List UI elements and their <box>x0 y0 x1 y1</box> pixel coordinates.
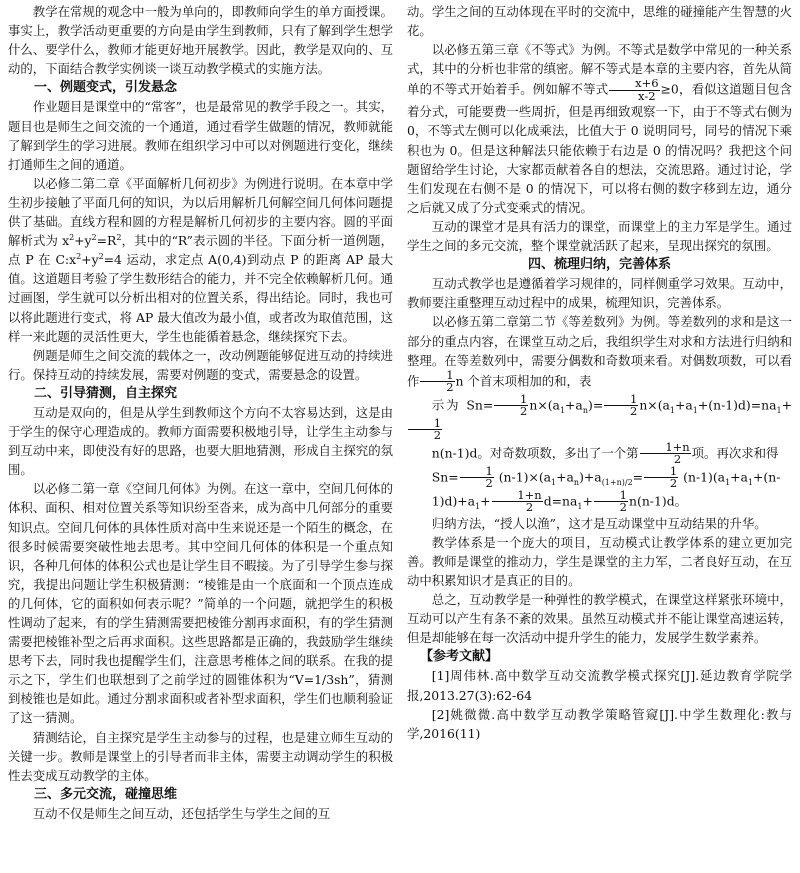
paragraph: 互动不仅是师生之间互动，还包括学生与学生之间的互 <box>32 805 331 821</box>
intro-paragraph: 教学在常规的观念中一般为单向的，即教师向学生的单方面授课。事实上，教学活动更重要的方向是由学生到教师，只有了解到学生想学什么、要学什么，教师才能更好地开展教学。因此，教学是双向的、互动的，下面结合教学实例谈一谈互动教学模式的实施方法。 <box>8 4 393 77</box>
fraction-one-half: $\frac{1}{2}$ <box>494 394 528 418</box>
fraction-one-half: $\frac{1}{2}$ <box>594 490 628 514</box>
paragraph: 教学体系是一个庞大的项目，互动模式让教学体系的建立更加完善。教师是课堂的推动力，学生是课堂的主力军，二者良好互动，在互动中积累知识才是真正的目的。 <box>407 534 792 588</box>
fraction-one-half: $\frac{1}{2}$ <box>420 370 454 394</box>
reference-item: [1]周伟林.高中数学互动交流教学模式探究[J].延边教育学院学报,2013.27(3):62-64 <box>407 668 792 703</box>
paragraph: 猜测结论，自主探究是学生主动参与的过程，也是建立师生互动的关键一步。教师是课堂上的引导者而非主体，需要主动调动学生的积极性去变成互动教学的主体。 <box>8 729 393 783</box>
paragraph: 归纳方法，“授人以渔”，这才是互动课堂中互动结果的升华。 <box>431 515 767 531</box>
paragraph: 互动式教学也是遵循着学习规律的，同样侧重学习效果。互动中，教师要注重整理互动过程中的成果，梳理知识，完善体系。 <box>407 276 792 311</box>
fraction-one-half: $\frac{1}{2}$ <box>644 466 678 490</box>
reference-item: [2]姚微微.高中数学互动教学策略管窥[J].中学生数理化:教与学,2016(11) <box>407 706 792 741</box>
paragraph: 例题是师生之间交流的载体之一，改动例题能够促进互动的持续进行。保持互动的持续发展，需要对例题的变式，需要悬念的设置。 <box>8 347 393 382</box>
paragraph: 互动的课堂才是具有活力的课堂，而课堂上的主力军是学生。通过学生之间的多元交流，整个课堂就活跃了起来，呈现出探究的氛围。 <box>407 218 792 254</box>
paragraph-arithmetic-sequence: 以必修五第二章第二节《等差数列》为例。等差数列的求和是这一部分的重点内容，在课堂互动之后，我组织学生对求和方法进行归纳和整理。在等差数列中，需要分偶数和奇数项来看。对偶数项数，可以看作 $\frac{1}{2}$ n 个首末项相加的和，表 <box>407 314 792 395</box>
conclusion-paragraph: 总之，互动教学是一种弹性的教学模式，在课堂这样紧张环境中，互动可以产生有条不紊的效果。虽然互动模式并不能让课堂高速运转，但是却能够在每一次活动中提升学生的能力，发展学生数学素养。 <box>407 592 792 646</box>
fraction-n-plus-one-half: $\frac{1+n}{2}$ <box>492 490 543 514</box>
section-heading-3: 三、多元交流，碰撞思维 <box>34 786 178 802</box>
section-heading-4: 四、梳理归纳，完善体系 <box>527 257 671 273</box>
section-heading-2: 二、引导猜测，自主探究 <box>34 385 178 401</box>
paragraph: 作业题目是课堂中的“常客”，也是最常见的教学手段之一。其实，题目也是师生之间交流的一个通道，通过看学生做题的情况，教师就能了解到学生的学习进展。教师在组织学习中可以对例题进行变化，继续打通师生之间的通道。 <box>8 99 393 172</box>
references-heading: 【参考文献】 <box>420 649 499 665</box>
math-line-odd-result: $1)d)+a_1+$ $\frac{1+n}{2}$ $d=na_1+$ $\frac{1}{2}$ n(n-1)d。 <box>431 487 688 515</box>
fraction-one-half: $\frac{1}{2}$ <box>460 466 494 490</box>
math-line-odd-sum: Sn= $\frac{1}{2}$ $(n-1)\times(a_1+a_n)+a_{(1+n)/2}=$ $\frac{1}{2}$ $(n-1)(a_1+a_1+(n-$ <box>431 463 781 491</box>
inequality-fraction: $\frac{x+6}{x-2}$ <box>609 78 659 102</box>
paragraph: 互动是双向的，但是从学生到教师这个方向不太容易达到，这是由于学生的保守心理造成的。教师方面需要积极地引导，让学生主动参与到互动中来，即使没有好的思路，也要大胆地猜测，形成自主探究的氛围。 <box>8 404 393 478</box>
left-column <box>8 2 393 873</box>
fraction-one-half: $\frac{1}{2}$ <box>604 394 638 418</box>
paragraph: 以必修二第一章《空间几何体》为例。在这一章中，空间几何体的体积、面积、相对位置关系等知识纷至沓来，成为高中几何部分的重要知识点。空间几何体的具体性质对高中生来说还是一个陌生的概念，在很多时候需要突破性地去思考。其中空间几何体的体积是一个重点知识，各种几何体的体积公式也是让学生目不暇接。为了引导学生参与探究，我提出问题让学生积极猜测：“棱锥是由一个底面和一个顶点连成的几何体，它的面积如何表示呢？”简单的一个问题，就把学生的积极性调动了起来，有的学生猜测需要把棱锥分割再求面积，有的学生猜测需要把棱锥补型之后再求面积。这些思路都是正确的，我鼓励学生继续思考下去，同时我也提醒学生们，注意思考椎体之间的联系。在我的提示之下，学生们也联想到了之前学过的圆锥体积为“V=1/3sh”，猜测到棱锥也是如此。通过分割求面积或者补型求面积，学生们也顺利验证了这一猜测。 <box>8 481 393 726</box>
math-line-even-sum: 示为 Sn= $\frac{1}{2}$ $n\times(a_1+a_n)=$ $\frac{1}{2}$ $n\times(a_1+a_1+(n-1)d)=na_1+$ $\frac{1}{2}$ <box>407 394 792 442</box>
paragraph-circle-example: 以必修二第二章《平面解析几何初步》为例进行说明。在本章中学生初步接触了平面几何的知识，为以后用解析几何解空间几何体问题提供了基础。直线方程和圆的方程是解析几何初步的主要内容。圆的平面解析式为 $x^2+y^2=R^2$，其中的“R”表示圆的半径。下面分析一道例题，点 P 在 $C:x^2+y^2=4$ 运动，求定点 A(0,4)到动点 P 的距离 AP 最大值。这道题目考验了学生数形结合的能力，并不完全依赖解析几何。通过画图，学生就可以分析出相对的位置关系，得出结论。同时，我也可以将此题进行变式，将 AP 最大值改为最小值，或者改为取值范围，这样一来此题的灵活性更大，学生也能循着悬念，继续探究下去。 <box>8 175 393 344</box>
paragraph-continued: 动。学生之间的互动体现在平时的交流中，思维的碰撞能产生智慧的火花。 <box>407 4 792 39</box>
fraction-one-half: $\frac{1}{2}$ <box>408 418 442 442</box>
math-line-odd-intro: n(n-1)d。对奇数项数，多出了一个第 $\frac{1+n}{2}$ 项。再次求和得 <box>431 439 779 467</box>
fraction-n-plus-one-half: $\frac{1+n}{2}$ <box>640 442 691 466</box>
section-heading-1: 一、例题变式，引发悬念 <box>34 80 178 96</box>
paragraph-inequality-example: 以必修五第三章《不等式》为例。不等式是数学中常见的一种关系式，其中的分析也非常的缜密。解不等式是本章的主要内容，首先从简单的不等式开始着手。例如解不等式 $\frac{x+6}{x-2}$ ≥0，看似这道题目包含着分式，可能要费一些周折，但是再细致观察一下，由于不等式右侧为 0，不等式左侧可以化成乘法，比值大于 0 说明同号，同号的情况下乘积也为 0。但是这种解法只能依赖于右边是 0 的情况吗？我把这个问题留给学生讨论，大家都贡献着各自的想法，交流思路。通过讨论，学生们发现在右侧不是 0 的情况下，可以将右侧的数字移到左边，通分之后就又成了分式变乘式的情况。 <box>407 42 792 215</box>
right-column <box>407 2 792 873</box>
